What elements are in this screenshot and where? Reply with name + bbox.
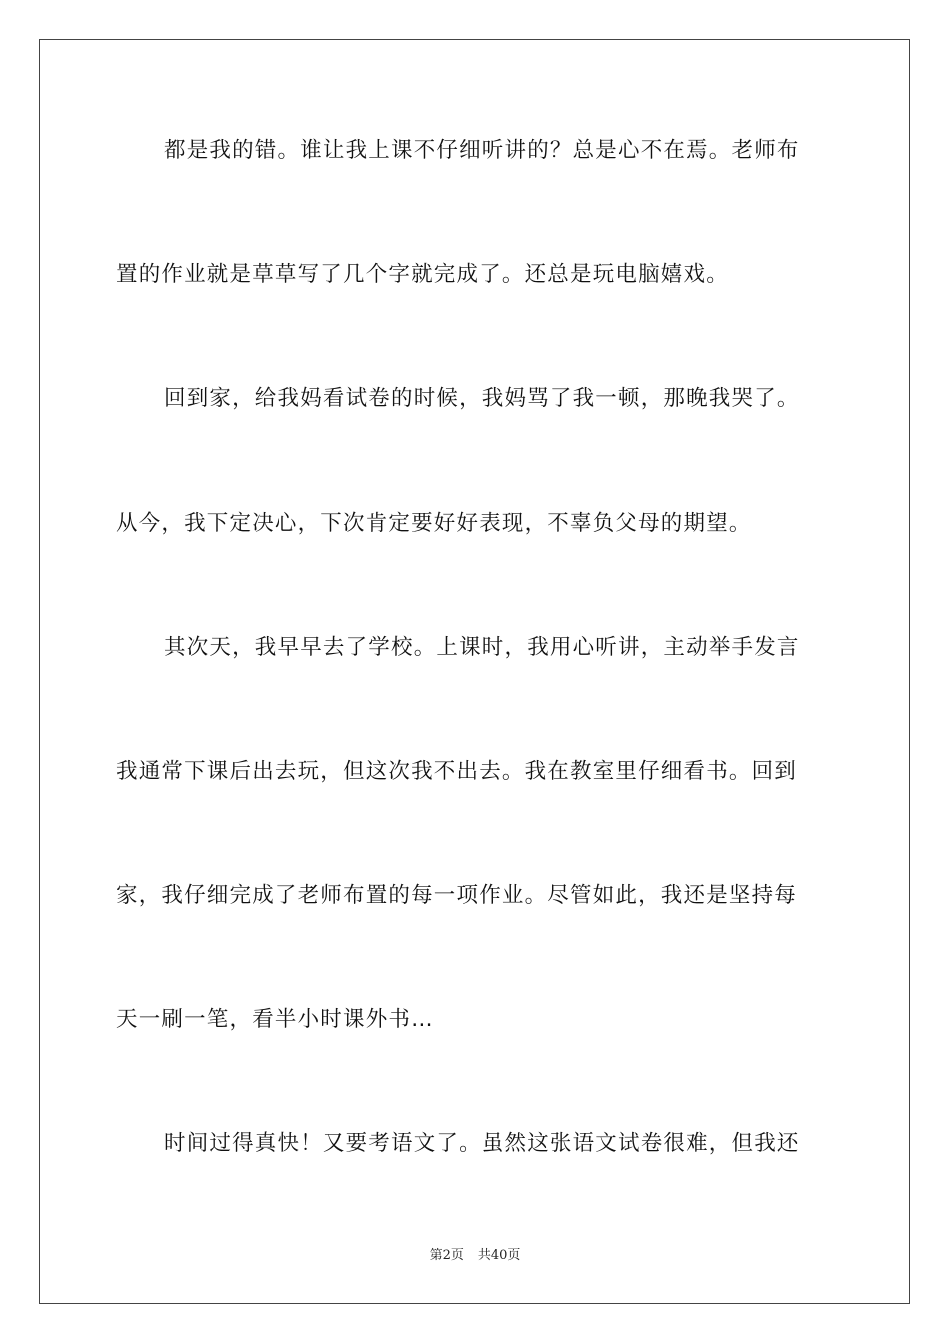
paragraph-3-line-4: 天一刷一笔，看半小时课外书… <box>116 1007 434 1032</box>
page-number: 第2页 <box>429 1248 464 1263</box>
paragraph-3-line-3: 家，我仔细完成了老师布置的每一项作业。尽管如此，我还是坚持每 <box>116 883 798 908</box>
paragraph-3-line-1: 其次天，我早早去了学校。上课时，我用心听讲，主动举手发言 <box>164 635 800 660</box>
page-total: 共40页 <box>477 1248 521 1263</box>
paragraph-4-line-1: 时间过得真快！又要考语文了。虽然这张语文试卷很难，但我还 <box>164 1131 800 1156</box>
paragraph-2-line-1: 回到家，给我妈看试卷的时候，我妈骂了我一顿，那晚我哭了。 <box>164 386 800 411</box>
page-footer <box>0 1247 950 1265</box>
page-border <box>39 39 910 1304</box>
paragraph-2-line-2: 从今，我下定决心，下次肯定要好好表现，不辜负父母的期望。 <box>116 511 752 536</box>
paragraph-1-line-1: 都是我的错。谁让我上课不仔细听讲的？总是心不在焉。老师布 <box>164 138 800 163</box>
paragraph-1-line-2: 置的作业就是草草写了几个字就完成了。还总是玩电脑嬉戏。 <box>116 262 729 287</box>
paragraph-3-line-2: 我通常下课后出去玩，但这次我不出去。我在教室里仔细看书。回到 <box>116 759 798 784</box>
